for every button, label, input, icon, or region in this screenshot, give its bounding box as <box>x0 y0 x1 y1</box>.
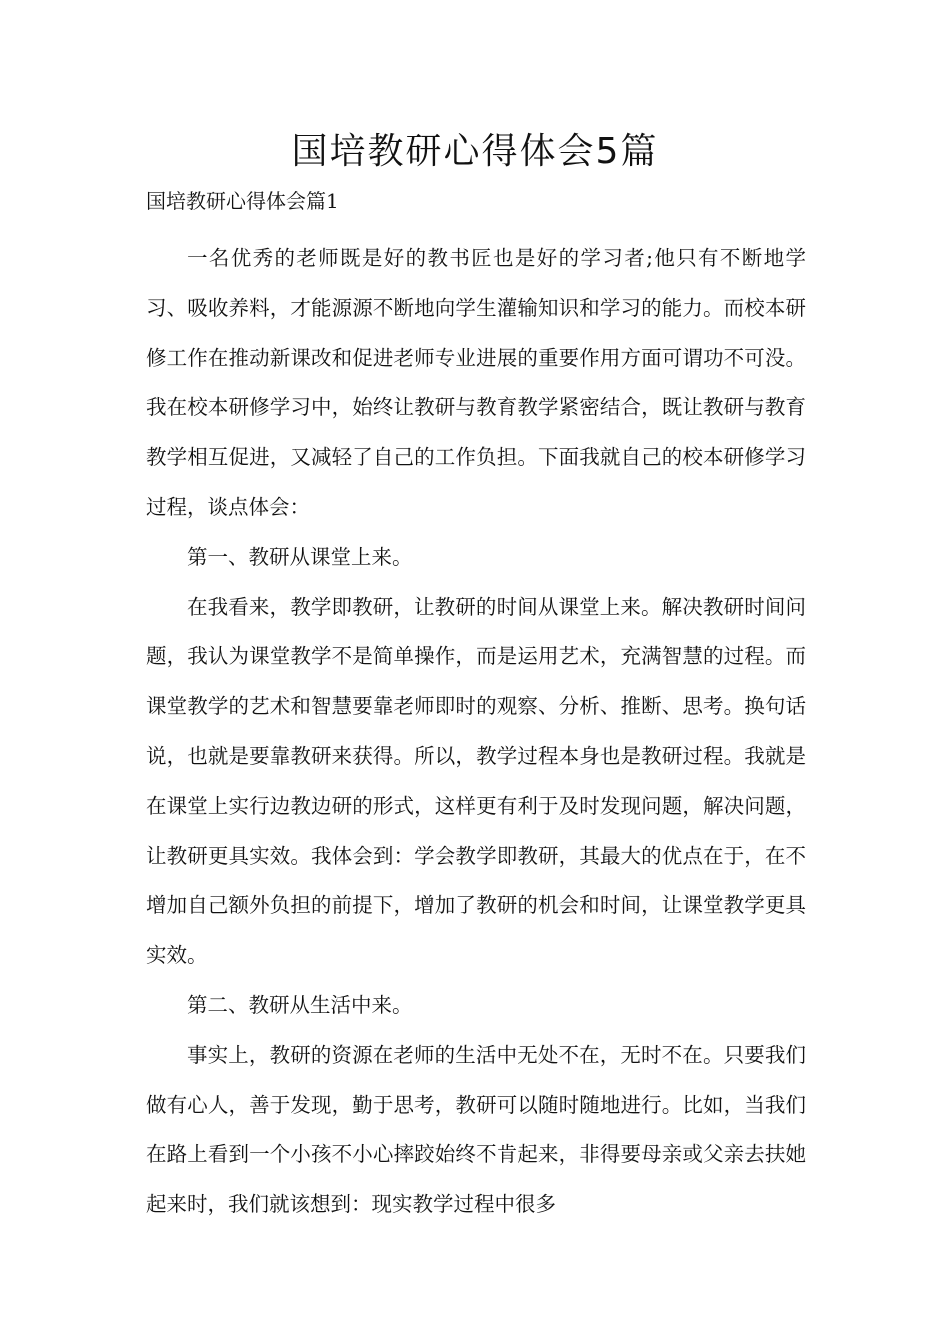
paragraph-life: 事实上，教研的资源在老师的生活中无处不在，无时不在。只要我们做有心人，善于发现，勤于思考，教研可以随时随地进行。比如，当我们在路上看到一个小孩不小心摔跤始终不肯起来，非得要母亲或父亲去扶她起来时，我们就该想到：现实教学过程中很多 <box>146 1042 806 1217</box>
paragraph-point-two: 第二、教研从生活中来。 <box>187 992 413 1017</box>
paragraph-point-one: 第一、教研从课堂上来。 <box>187 544 413 569</box>
paragraph-classroom: 在我看来，教学即教研，让教研的时间从课堂上来。解决教研时间问题，我认为课堂教学不是简单操作，而是运用艺术，充满智慧的过程。而课堂教学的艺术和智慧要靠老师即时的观察、分析、推断、思考。换句话说，也就是要靠教研来获得。所以，教学过程本身也是教研过程。我就是在课堂上实行边教边研的形式，这样更有利于及时发现问题，解决问题，让教研更具实效。我体会到：学会教学即教研，其最大的优点在于，在不增加自己额外负担的前提下，增加了教研的机会和时间，让课堂教学更具实效。 <box>146 594 806 968</box>
paragraph-intro: 一名优秀的老师既是好的教书匠也是好的学习者;他只有不断地学习、吸收养料，才能源源不断地向学生灌输知识和学习的能力。而校本研修工作在推动新课改和促进老师专业进展的重要作用方面可谓功不可没。我在校本研修学习中，始终让教研与教育教学紧密结合，既让教研与教育教学相互促进，又减轻了自己的工作负担。下面我就自己的校本研修学习过程，谈点体会： <box>146 246 806 519</box>
document-title: 国培教研心得体会5篇 <box>291 131 659 172</box>
document-body <box>146 234 806 1230</box>
section-heading: 国培教研心得体会篇1 <box>146 189 339 213</box>
